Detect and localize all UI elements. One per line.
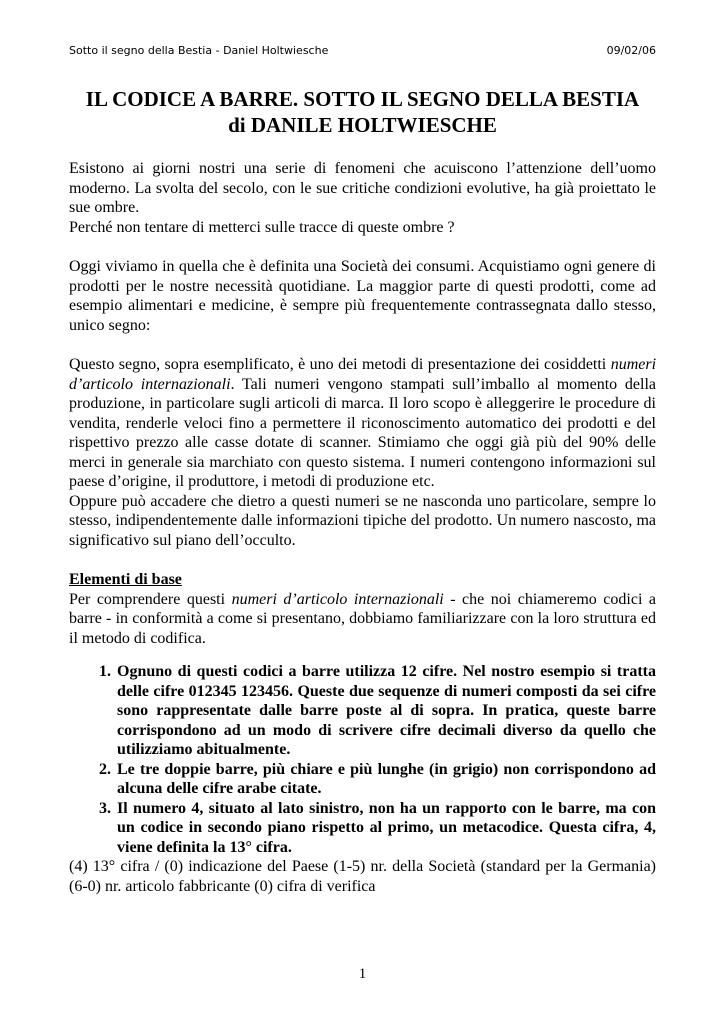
title-line-2: di DANILE HOLTWIESCHE (228, 113, 497, 137)
page-number: 1 (358, 966, 367, 982)
list-item: 3. Il numero 4, situato al lato sinistro, non ha un rapporto con le barre, ma con un codice in secondo piano rispetto al primo, un metacodice. Questa cifra, 4, viene definita la 13° cifra. (115, 799, 656, 858)
paragraph-1-question: Perché non tentare di metterci sulle tracce di queste ombre ? (69, 218, 455, 236)
document-body (69, 159, 656, 896)
list-item: 1. Ognuno di questi codici a barre utilizza 12 cifre. Nel nostro esempio si tratta delle cifre 012345 123456. Queste due sequenze di numeri composti da sei cifre sono rappresentate dalle barre poste al di sopra. In pratica, queste barre corrispondono ad un modo di scrivere cifre decimali diverso da quello che utilizziamo abitualmente. (115, 662, 656, 760)
section-intro (69, 590, 656, 649)
document-title (40, 86, 685, 138)
page-header (69, 44, 656, 57)
paragraph-3 (69, 355, 656, 492)
section-intro-a: Per comprendere questi (69, 590, 226, 608)
paragraph-2: Oggi viviamo in quella che è definita una Società dei consumi. Acquistiamo ogni genere di prodotti per le nostre necessità quotidiane. La maggior parte di questi prodotti, come ad esempio alimentari e medicine, è sempre più frequentemente contrassegnata dallo stesso, unico segno: (69, 258, 656, 334)
paragraph-1: Esistono ai giorni nostri una serie di fenomeni che acuiscono l’attenzione dell’uomo moderno. La svolta del secolo, con le sue critiche condizioni evolutive, ha già proiettato le sue ombre. (69, 160, 656, 216)
section-heading: Elementi di base (69, 571, 182, 588)
numbered-list (69, 662, 656, 857)
paragraph-4: Oppure può accadere che dietro a questi numeri se ne nasconda uno particolare, sempre lo stesso, indipendentemente dalle informazioni tipiche del prodotto. Un numero nascosto, ma significativo sul piano dell’occulto. (69, 492, 656, 549)
paragraph-3-rest: . Tali numeri vengono stampati sull’imballo al momento della produzione, in particolare sugli articoli di marca. Il loro scopo è alleggerire le procedure di vendita, renderle veloci fino a permettere il riconoscimento automatico dei prodotti e del rispettivo prezzo alle casse dotate di scanner. Stimiamo che oggi già più del 90% delle merci in generale sia marchiato con questo sistema. I numeri contengono informazioni sul paese d’origine, il produttore, i metodi di produzione etc. (69, 375, 656, 490)
section-intro-emphasis: numeri d’articolo internazionali (231, 590, 444, 608)
paragraph-3-intro: Questo segno, sopra esemplificato, è uno dei metodi di presentazione dei cosiddetti (69, 356, 607, 373)
list-item: 2. Le tre doppie barre, più chiare e più lunghe (in grigio) non corrispondono ad alcuna delle cifre arabe citate. (115, 760, 656, 799)
header-title: Sotto il segno della Bestia - Daniel Holtwiesche (69, 44, 329, 57)
header-date: 09/02/06 (606, 44, 656, 57)
paragraph-3-emphasis: numeri d’articolo internazionali (69, 356, 657, 393)
title-line-1: IL CODICE A BARRE. SOTTO IL SEGNO DELLA BESTIA (85, 87, 640, 111)
final-paragraph: (4) 13° cifra / (0) indicazione del Paese (1-5) nr. della Società (standard per la Germania) (6-0) nr. articolo fabbricante (0) cifra di verifica (69, 858, 656, 895)
section-intro-b: - che noi chiameremo codici a barre - in conformità a come si presentano, dobbiamo familiarizzare con la loro struttura ed il metodo di codifica. (69, 590, 657, 647)
